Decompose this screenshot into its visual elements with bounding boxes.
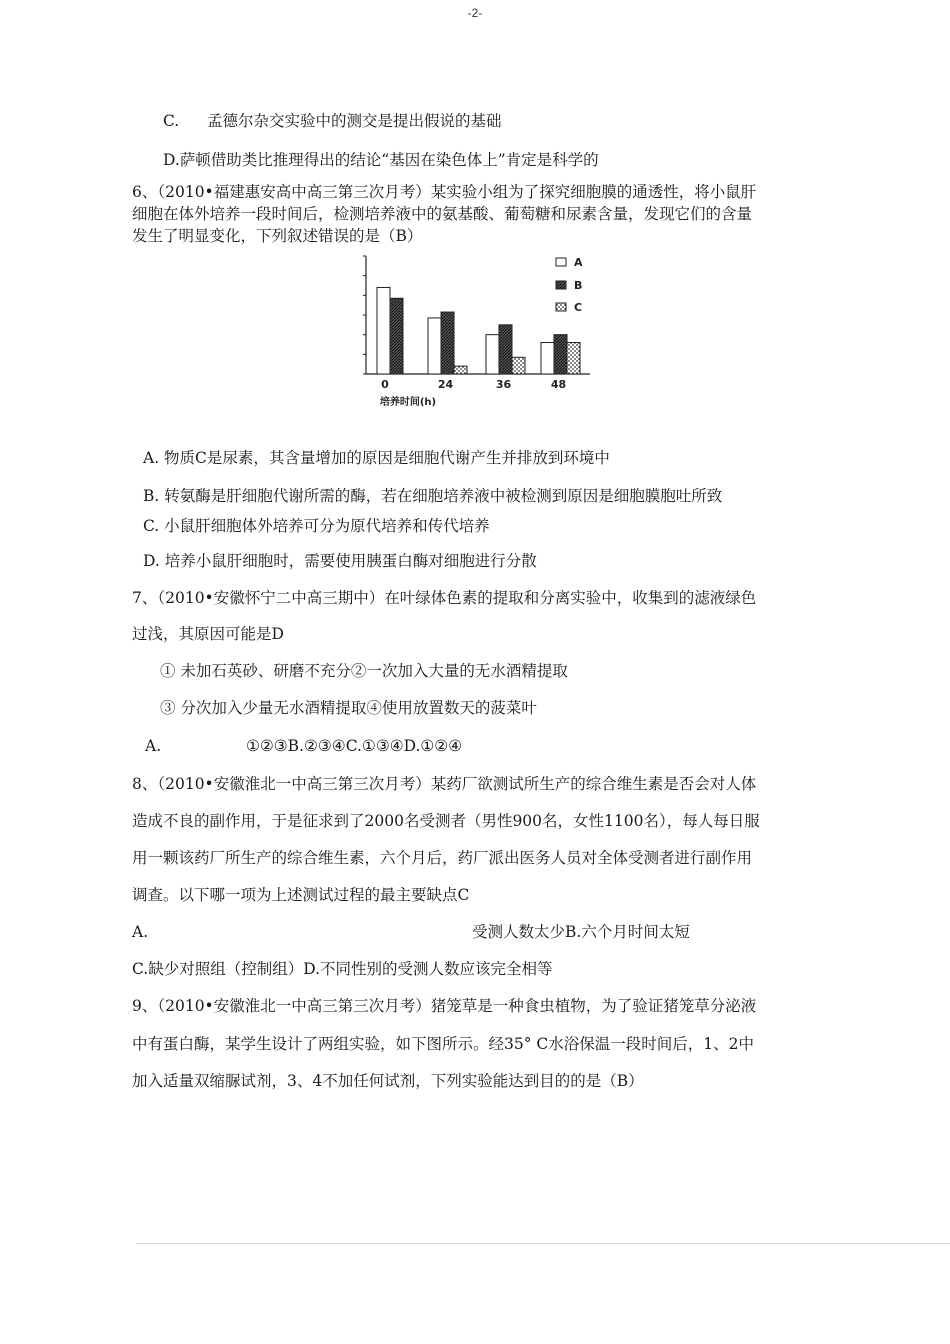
q6-bar-chart: [358, 250, 598, 420]
q7-answers: ①②③B.②③④C.①③④D.①②④: [246, 737, 463, 755]
x-tick-label: 36: [495, 378, 512, 391]
q6-line-1: 6、（2010•福建惠安高中高三第三次月考）某实验小组为了探究细胞膜的通透性，将小鼠肝: [132, 183, 757, 201]
q6-line-2: 细胞在体外培养一段时间后，检测培养液中的氨基酸、葡萄糖和尿素含量，发现它们的含量: [132, 205, 753, 223]
legend-label-b: B: [574, 279, 583, 292]
q9-line-3: 加入适量双缩脲试剂，3、4不加任何试剂，下列实验能达到目的的是（B）: [132, 1072, 644, 1090]
bar-c-36: [512, 357, 525, 374]
q7-line-1: 7、（2010•安徽怀宁二中高三期中）在叶绿体色素的提取和分离实验中，收集到的滤液绿色: [132, 589, 757, 607]
q7-option-3-4: ③ 分次加入少量无水酒精提取④使用放置数天的菠菜叶: [160, 699, 537, 717]
q8-options-a-b: 受测人数太少B.六个月时间太短: [472, 923, 690, 941]
bar-a-36: [486, 335, 499, 374]
bar-b-36: [499, 325, 512, 374]
bar-c-48: [567, 343, 580, 374]
legend-label-a: A: [574, 256, 583, 269]
q6-option-c: C. 小鼠肝细胞体外培养可分为原代培养和传代培养: [143, 517, 490, 535]
legend-swatch-c: [556, 303, 566, 311]
bar-a-48: [541, 343, 554, 374]
option-d-text: D.萨顿借助类比推理得出的结论“基因在染色体上”肯定是科学的: [163, 151, 599, 169]
q8-option-a-label: A.: [132, 923, 149, 941]
x-axis-label: 培养时间(h): [379, 397, 437, 408]
q7-line-2: 过浅，其原因可能是D: [132, 625, 284, 643]
q6-option-a: A. 物质C是尿素，其含量增加的原因是细胞代谢产生并排放到环境中: [143, 449, 610, 467]
option-c-text: 孟德尔杂交实验中的测交是提出假说的基础: [207, 112, 502, 130]
q7-answer-label: A.: [145, 737, 162, 755]
q8-line-3: 用一颗该药厂所生产的综合维生素，六个月后，药厂派出医务人员对全体受测者进行副作用: [132, 849, 753, 867]
q8-options-c-d: C.缺少对照组（控制组）D.不同性别的受测人数应该完全相等: [132, 960, 553, 978]
bar-a-0: [377, 287, 390, 374]
legend-swatch-a: [556, 258, 566, 266]
option-c-label: C.: [163, 112, 180, 130]
bar-a-24: [428, 318, 441, 374]
q9-line-1: 9、（2010•安徽淮北一中高三第三次月考）猪笼草是一种食虫植物，为了验证猪笼草分泌液: [132, 997, 757, 1015]
q9-line-2: 中有蛋白酶，某学生设计了两组实验，如下图所示。经35° C水浴保温一段时间后，1、2中: [132, 1035, 754, 1053]
bar-b-0: [390, 298, 403, 374]
legend-swatch-b: [556, 281, 566, 289]
q7-option-1-2: ① 未加石英砂、研磨不充分②一次加入大量的无水酒精提取: [160, 662, 568, 680]
bar-b-48: [554, 335, 567, 374]
legend-label-c: C: [574, 301, 583, 314]
q8-line-1: 8、（2010•安徽淮北一中高三第三次月考）某药厂欲测试所生产的综合维生素是否会对人体: [132, 775, 757, 793]
q6-line-3: 发生了明显变化，下列叙述错误的是（B）: [132, 227, 423, 245]
x-tick-label: 48: [550, 378, 567, 391]
q8-line-4: 调查。以下哪一项为上述测试过程的最主要缺点C: [132, 886, 470, 904]
footer-divider: [136, 1243, 950, 1244]
q6-option-b: B. 转氨酶是肝细胞代谢所需的酶，若在细胞培养液中被检测到原因是细胞膜胞吐所致: [143, 487, 723, 505]
page-number: -2-: [467, 6, 483, 20]
bar-c-24: [454, 366, 467, 374]
x-tick-label: 24: [437, 378, 454, 391]
bar-chart-svg: [358, 250, 598, 420]
bar-b-24: [441, 312, 454, 374]
q8-line-2: 造成不良的副作用，于是征求到了2000名受测者（男性900名，女性1100名），每人每日服: [132, 812, 760, 830]
x-tick-label: 0: [381, 378, 389, 391]
q6-option-d: D. 培养小鼠肝细胞时，需要使用胰蛋白酶对细胞进行分散: [143, 552, 537, 570]
